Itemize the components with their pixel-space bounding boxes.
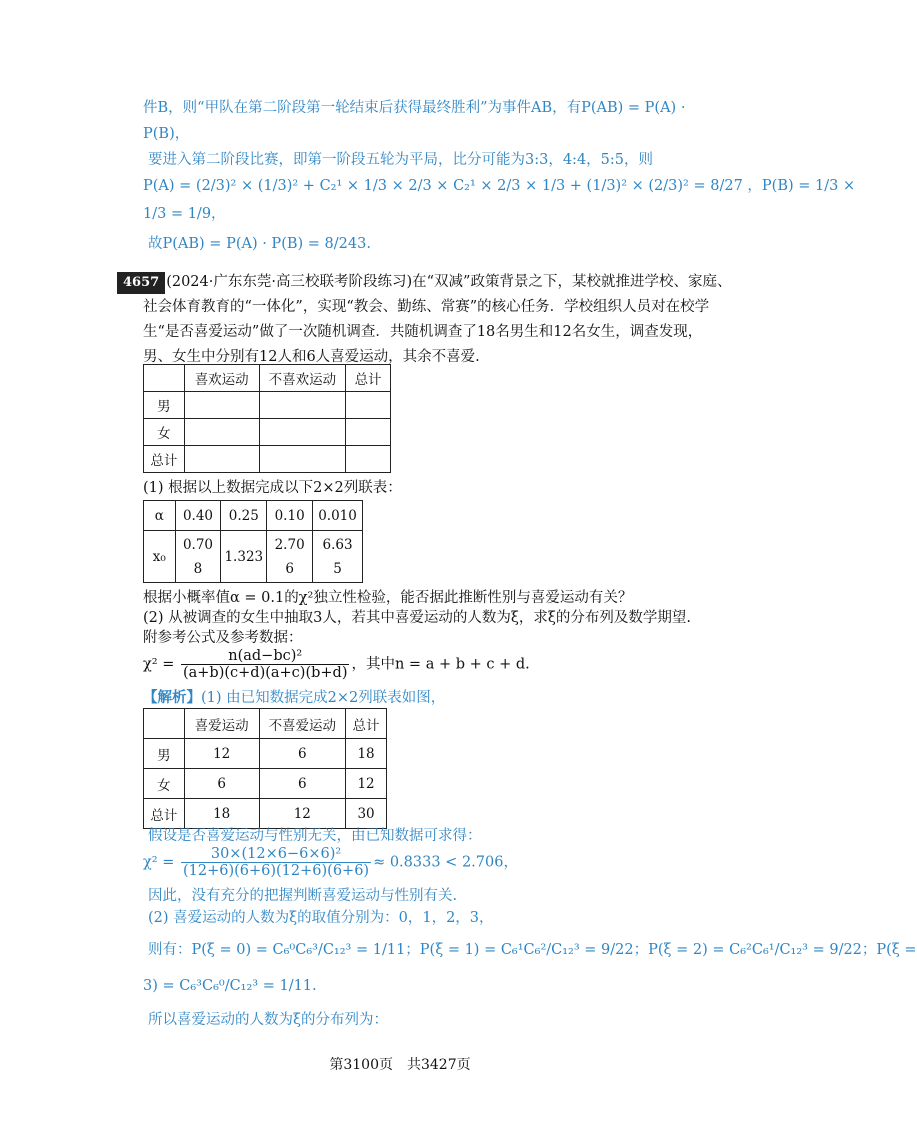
question-line-1	[118, 272, 731, 293]
chi-numerator: 30×(12×6−6×6)²	[181, 846, 371, 863]
formula-tail: ，其中n = a + b + c + d.	[351, 656, 530, 673]
table1-h3: 总计	[346, 365, 391, 392]
table3-h2: 不喜爱运动	[259, 709, 346, 739]
solution-line-7: 所以喜爱运动的人数为ξ的分布列为：	[148, 1012, 388, 1028]
table2-r2-c4: 6.63 5	[313, 531, 363, 583]
table2-r1-c2: 0.25	[221, 501, 267, 531]
solution-line-2: 假设是否喜爱运动与性别无关，由已知数据可求得：	[148, 828, 482, 844]
solution-line-1	[143, 688, 445, 708]
prev-line-4b: 8/27	[710, 178, 743, 194]
table1-r0-c3	[346, 392, 391, 419]
solution-line-3: 因此，没有充分的把握判断喜爱运动与性别有关.	[148, 888, 458, 904]
prev-line-3: 要进入第二阶段比赛，即第一阶段五轮为平局，比分可能为3:3，4:4，5:5，则	[148, 152, 654, 168]
table3-h1: 喜爱运动	[184, 709, 259, 739]
table1-r1-c0: 女	[144, 419, 185, 446]
solution-label: 【解析】	[143, 689, 201, 706]
formula-line: χ² = $\frac{\text{n(ad−bc)²}}{(a+b)(c+d)(a+c)(b+d)}$ ，其中n = a + b + c + d.	[143, 648, 530, 681]
chi-fraction	[181, 846, 371, 879]
table1-r0-c2	[259, 392, 346, 419]
table3-r2-c3: 30	[346, 799, 387, 829]
table2-r1-c4: 0.010	[313, 501, 363, 531]
solution-line-6: 3) = C₆³C₆⁰/C₁₂³ = 1/11.	[143, 978, 317, 994]
question-line-5: 根据小概率值α = 0.1的χ²独立性检验，能否据此推断性别与喜爱运动有关？	[143, 590, 633, 606]
solution-line-4: (2) 喜爱运动的人数为ξ的取值分别为：0，1，2，3，	[148, 910, 494, 926]
table3-r2-c2: 12	[259, 799, 346, 829]
table3-h3: 总计	[346, 709, 387, 739]
table3-r1-c3: 12	[346, 769, 387, 799]
chi-square-line: χ² = $\frac{\text{30×(12×6−6×6)²}}{(12+6)(6+6)(12+6)(6+6)}$ ≈ 0.8333 < 2.706，	[143, 846, 518, 879]
table3-r0-c2: 6	[259, 739, 346, 769]
page-footer: 第3100页 共3427页	[329, 1057, 471, 1073]
formula-numerator: n(ad−bc)²	[181, 648, 350, 665]
table1-r2-c2	[259, 446, 346, 473]
prev-line-4c: ，P(B) = 1/3 ×	[747, 178, 856, 194]
chi-tail: ≈ 0.8333 < 2.706，	[373, 854, 518, 871]
question-line-4: 男、女生中分别有12人和6人喜爱运动，其余不喜爱.	[143, 349, 480, 365]
table3-r1-c1: 6	[184, 769, 259, 799]
table3-r0-c0: 男	[144, 739, 185, 769]
table3-r2-c1: 18	[184, 799, 259, 829]
table2-r2-c2: 1.323	[221, 531, 267, 583]
table2-r2-c0: x₀	[144, 531, 176, 583]
table3-r0-c3: 18	[346, 739, 387, 769]
prev-line-2: P(B)，	[143, 126, 190, 142]
table3-r0-c1: 12	[184, 739, 259, 769]
table2-r1-c0: α	[144, 501, 176, 531]
table3-r2-c0: 总计	[144, 799, 185, 829]
table1-r1-c2	[259, 419, 346, 446]
table3-r1-c2: 6	[259, 769, 346, 799]
table1-h1: 喜欢运动	[184, 365, 259, 392]
question-number: 4657	[118, 273, 164, 293]
table1-r1-c3	[346, 419, 391, 446]
formula-denominator: (a+b)(c+d)(a+c)(b+d)	[182, 665, 348, 681]
solution-line-5: 则有：P(ξ = 0) = C₆⁰C₆³/C₁₂³ = 1/11；P(ξ = 1) = C₆¹C₆²/C₁₂³ = 9/22；P(ξ = 2) = C₆²C₆¹/C₁₂³ = 9/22；P(ξ =	[148, 942, 917, 958]
prev-line-6: 故P(AB) = P(A) · P(B) = 8/243.	[148, 236, 371, 252]
table1-r2-c3	[346, 446, 391, 473]
prev-line-4	[143, 176, 855, 196]
table2-r1-c1: 0.40	[175, 501, 221, 531]
table3-h0	[144, 709, 185, 739]
reference-line: 附参考公式及参考数据：	[143, 630, 303, 646]
prev-line-1: 件B，则“甲队在第二阶段第一轮结束后获得最终胜利”为事件AB，有P(AB) = P(A) ·	[143, 100, 686, 116]
table1-r0-c0: 男	[144, 392, 185, 419]
table2-r2-c3: 2.70 6	[267, 531, 313, 583]
prev-line-5: 1/3 = 1/9，	[143, 206, 226, 222]
table1-h2: 不喜欢运动	[259, 365, 346, 392]
table3-r1-c0: 女	[144, 769, 185, 799]
table1-r2-c0: 总计	[144, 446, 185, 473]
completed-contingency-table	[143, 708, 387, 829]
blank-contingency-table	[143, 364, 391, 473]
question-line-2: 社会体育教育的“一体化”，实现“教会、勤练、常赛”的核心任务．学校组织人员对在校学	[143, 299, 710, 315]
question-source: (2024·广东东莞·高三校联考阶段练习)	[166, 274, 413, 290]
chi-denominator: (12+6)(6+6)(12+6)(6+6)	[182, 863, 370, 879]
solution-text-1: (1) 由已知数据完成2×2列联表如图，	[201, 690, 446, 706]
critical-value-table	[143, 500, 363, 583]
table1-r1-c1	[184, 419, 259, 446]
table1-r0-c1	[184, 392, 259, 419]
part-2-line: (2) 从被调查的女生中抽取3人，若其中喜爱运动的人数为ξ，求ξ的分布列及数学期望.	[143, 610, 691, 626]
table1-r2-c1	[184, 446, 259, 473]
prev-line-4a: P(A) = (2/3)² × (1/3)² + C₂¹ × 1/3 × 2/3 × C₂¹ × 2/3 × 1/3 + (1/3)² × (2/3)² =	[143, 178, 706, 194]
question-text-1: 在“双减”政策背景之下，某校就推进学校、家庭、	[412, 274, 732, 290]
question-line-3: 生“是否喜爱运动”做了一次随机调查．共随机调查了18名男生和12名女生，调查发现，	[143, 324, 703, 340]
table2-r1-c3: 0.10	[267, 501, 313, 531]
formula-fraction	[181, 648, 350, 681]
table1-h0	[144, 365, 185, 392]
table2-r2-c1: 0.70 8	[175, 531, 221, 583]
part-1-line: (1) 根据以上数据完成以下2×2列联表：	[143, 480, 402, 496]
